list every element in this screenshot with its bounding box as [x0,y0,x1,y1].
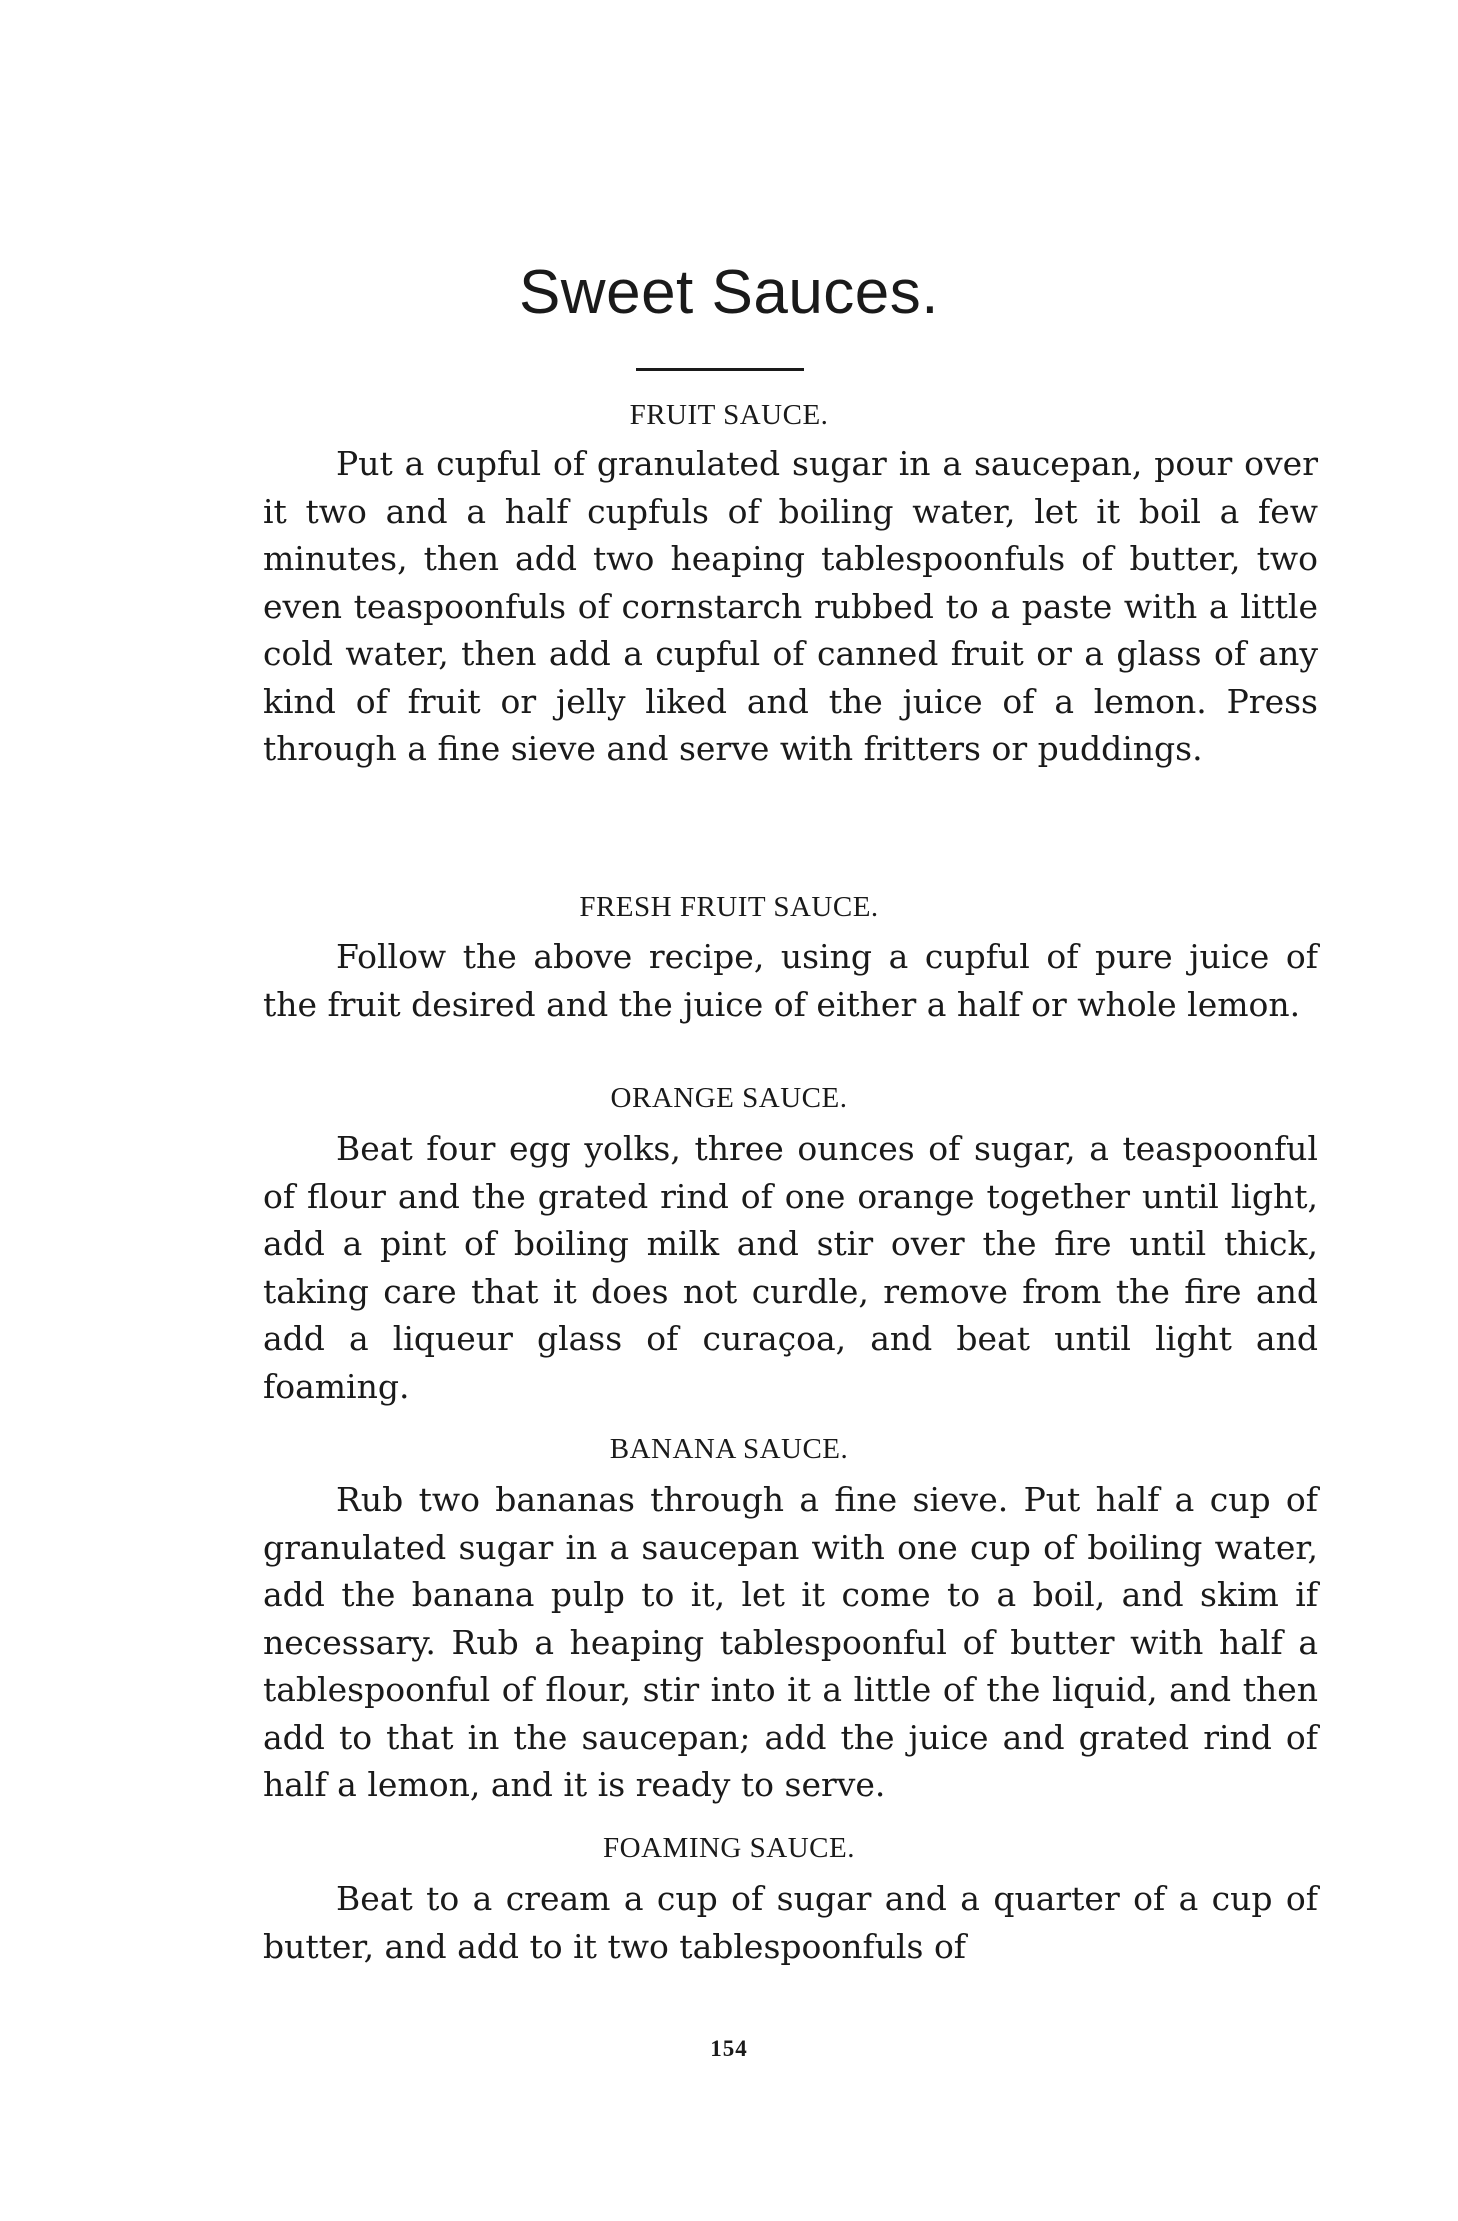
title-rule [636,368,804,371]
section-text-orange-sauce: Beat four egg yolks, three ounces of sugar, a teaspoonful of flour and the grated rind of one orange together until light, add a pint of boiling milk and stir over the fire until thick, taking care that it does not curdle, remove from the fire and add a liqueur glass of curaçoa, and beat until light and foaming. [263,1129,1318,1406]
page-title: Sweet Sauces. [518,258,940,327]
section-text-banana-sauce: Rub two bananas through a fine sieve. Put half a cup of granulated sugar in a saucepan with one cup of boiling water, add the banana pulp to it, let it come to a boil, and skim if necessary. Rub a heaping tablespoonful of butter with half a tablespoonful of flour, stir into it a little of the liquid, and then add to that in the saucepan; add the juice and grated rind of half a lemon, and it is ready to serve. [263,1480,1318,1804]
section-heading-foaming-sauce: FOAMING SAUCE. [603,1832,855,1864]
section-heading-orange-sauce: ORANGE SAUCE. [610,1082,848,1114]
page-number: 154 [710,2036,748,2061]
section-text-fruit-sauce: Put a cupful of granulated sugar in a saucepan, pour over it two and a half cupfuls of boiling water, let it boil a few minutes, then add two heaping tablespoonfuls of butter, two even teaspoonfuls of cornstarch rubbed to a paste with a little cold water, then add a cupful of canned fruit or a glass of any kind of fruit or jelly liked and the juice of a lemon. Press through a fine sieve and serve with fritters or puddings. [263,444,1318,768]
section-heading-fresh-fruit-sauce: FRESH FRUIT SAUCE. [579,891,879,923]
section-text-foaming-sauce: Beat to a cream a cup of sugar and a quarter of a cup of butter, and add to it two tablespoonfuls of [263,1879,1318,1966]
section-heading-banana-sauce: BANANA SAUCE. [609,1433,849,1465]
section-text-fresh-fruit-sauce: Follow the above recipe, using a cupful of pure juice of the fruit desired and the juice of either a half or whole lemon. [263,937,1318,1024]
section-heading-fruit-sauce: FRUIT SAUCE. [629,399,829,431]
